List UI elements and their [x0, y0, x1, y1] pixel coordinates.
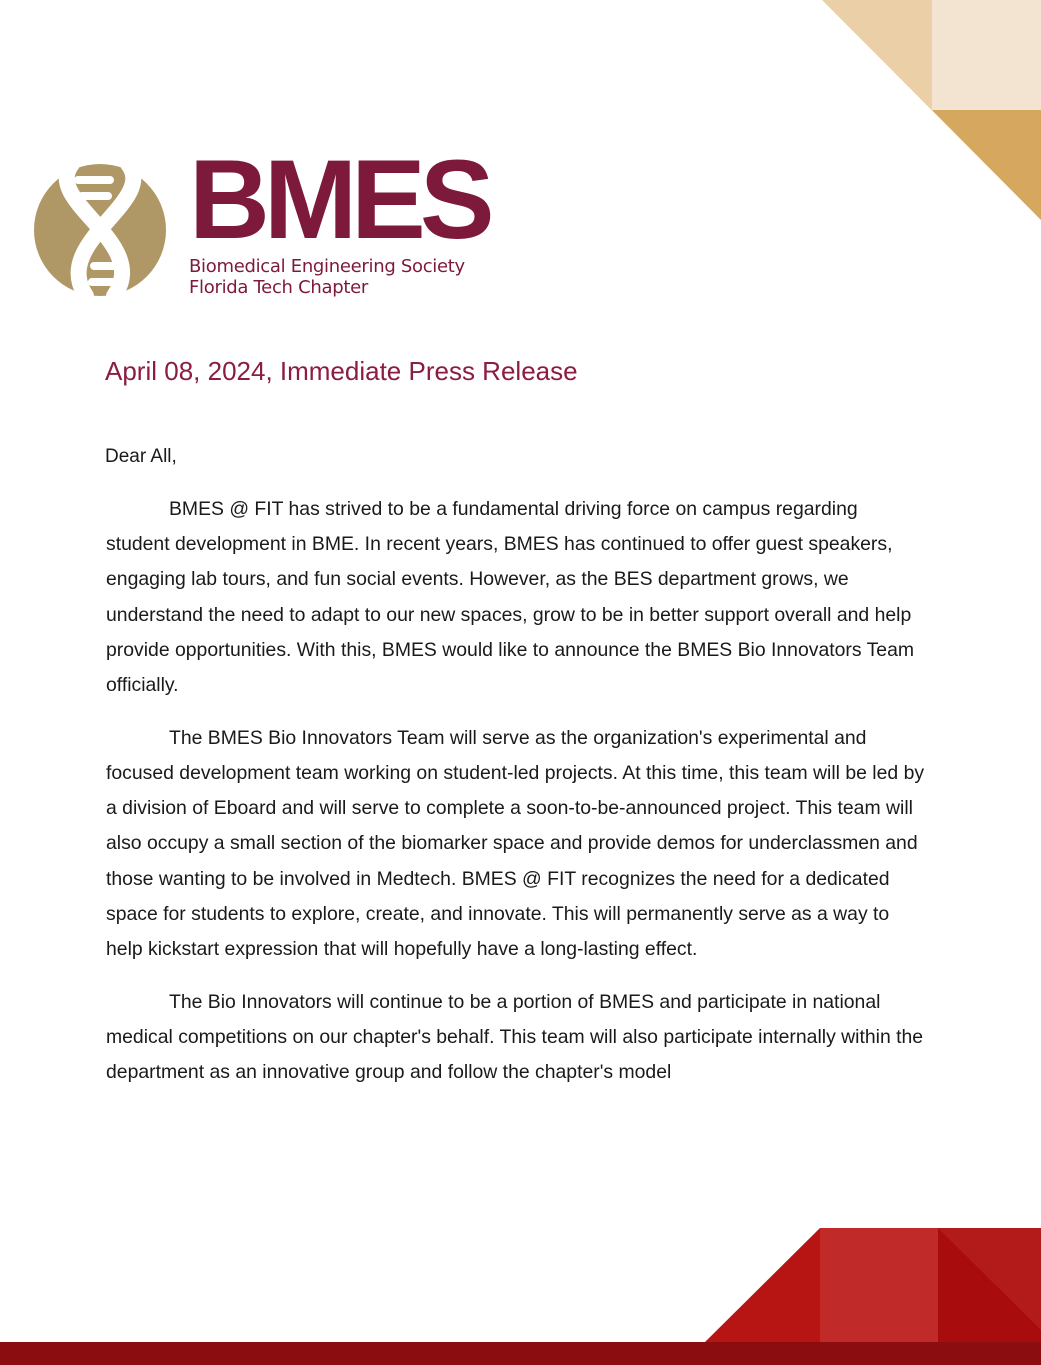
greeting: Dear All,	[105, 446, 177, 467]
dna-helix-icon	[32, 162, 168, 298]
logo-wordmark: BMES	[189, 137, 489, 262]
paragraph-1: BMES @ FIT has strived to be a fundamental driving force on campus regarding student development in BME. In recent years, BMES has continued to offer guest speakers, engaging lab tours, and fun social events. However, as the BES department grows, we understand the need to adapt to our new spaces, grow to be in better support overall and help provide opportunities. With this, BMES would like to announce the BMES Bio Innovators Team officially.	[106, 498, 915, 697]
paragraph-3: The Bio Innovators will continue to be a portion of BMES and participate in national medical competitions on our chapter's behalf. This team will also participate internally within the department as an innovative group and follow the chapter's model	[106, 990, 924, 1084]
press-release-headline: April 08, 2024, Immediate Press Release	[105, 356, 578, 386]
bottom-corner-decoration	[0, 1220, 1041, 1365]
logo-subtitle-society: Biomedical Engineering Society	[189, 256, 465, 277]
bmes-logo	[32, 137, 492, 307]
release-body	[106, 492, 926, 1108]
paragraph-2: The BMES Bio Innovators Team will serve as the organization's experimental and focused development team working on student-led projects. At this time, this team will be led by a division of Eboard and will serve to complete a soon-to-be-announced project. This team will also occupy a small section of the biomarker space and provide demos for underclassmen and those wanting to be involved in Medtech. BMES @ FIT recognizes the need for a dedicated space for students to explore, create, and innovate. This will permanently serve as a way to help kickstart expression that will hopefully have a long-lasting effect.	[106, 726, 925, 961]
logo-subtitle-chapter: Florida Tech Chapter	[189, 277, 368, 298]
